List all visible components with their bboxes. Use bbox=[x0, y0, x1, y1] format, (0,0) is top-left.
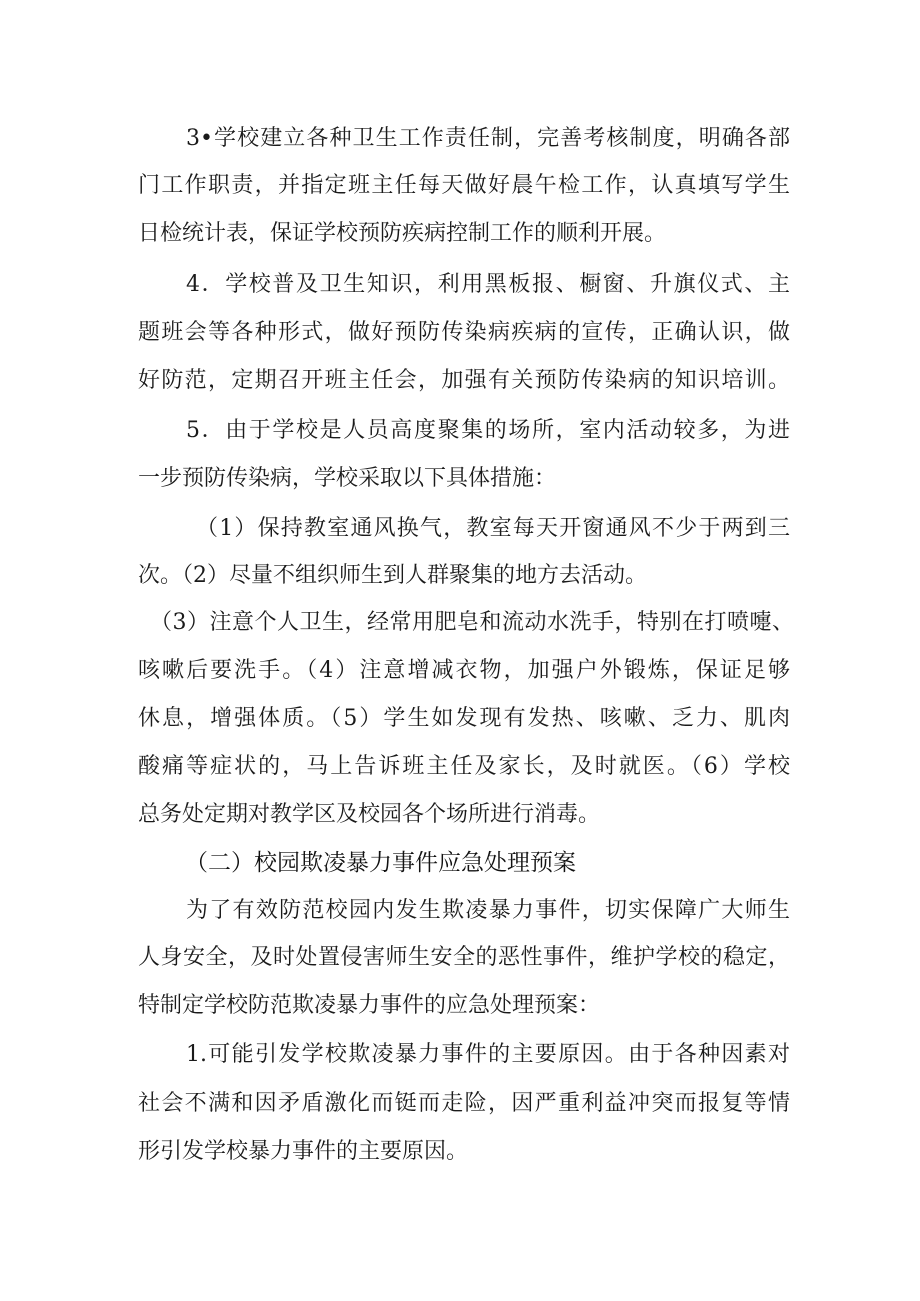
cause-line-2: 社会不满和因矛盾激化而铤而走险，因严重利益冲突而报复等情 bbox=[138, 1091, 790, 1116]
measure-3-4-line-2: 咳嗽后要洗手。（4）注意增减衣物，加强户外锻炼，保证足够 bbox=[138, 658, 790, 683]
cause-line-1: 1.可能引发学校欺凌暴力事件的主要原因。由于各种因素对 bbox=[186, 1042, 790, 1067]
measure-5-6-line-4: 酸痛等症状的，马上告诉班主任及家长，及时就医。（6）学校 bbox=[138, 754, 790, 779]
paragraph-4-line-1: 4．学校普及卫生知识，利用黑板报、橱窗、升旗仪式、主 bbox=[186, 272, 790, 297]
intro-line-3: 特制定学校防范欺凌暴力事件的应急处理预案： bbox=[138, 993, 601, 1018]
section-heading: （二）校园欺凌暴力事件应急处理预案 bbox=[185, 850, 576, 876]
intro-line-1: 为了有效防范校园内发生欺凌暴力事件，切实保障广大师生 bbox=[186, 898, 790, 923]
paragraph-3-line-2: 门工作职责，并指定班主任每天做好晨午检工作，认真填写学生 bbox=[138, 173, 790, 198]
paragraph-5-line-1: 5．由于学校是人员高度聚集的场所，室内活动较多，为进 bbox=[186, 418, 790, 443]
cause-line-3: 形引发学校暴力事件的主要原因。 bbox=[138, 1139, 469, 1164]
measure-1-line-1: （1）保持教室通风换气，教室每天开窗通风不少于两到三 bbox=[196, 516, 790, 541]
measure-1-2-line-2: 次。（2）尽量不组织师生到人群聚集的地方去活动。 bbox=[138, 563, 647, 588]
paragraph-4-line-3: 好防范，定期召开班主任会，加强有关预防传染病的知识培训。 bbox=[138, 368, 790, 393]
measure-4-5-line-3: 休息，增强体质。（5）学生如发现有发热、咳嗽、乏力、肌肉 bbox=[138, 706, 790, 731]
paragraph-5-line-2: 一步预防传染病，学校采取以下具体措施： bbox=[138, 466, 557, 491]
paragraph-4-line-2: 题班会等各种形式，做好预防传染病疾病的宣传，正确认识，做 bbox=[138, 320, 790, 345]
paragraph-3-line-1: 3•学校建立各种卫生工作责任制，完善考核制度，明确各部 bbox=[186, 126, 790, 151]
intro-line-2: 人身安全，及时处置侵害师生安全的恶性事件，维护学校的稳定， bbox=[138, 945, 790, 970]
paragraph-3-line-3: 日检统计表，保证学校预防疾病控制工作的顺利开展。 bbox=[138, 221, 667, 246]
measure-3-line-1: （3）注意个人卫生，经常用肥皂和流动水洗手，特别在打喷嚏、 bbox=[150, 610, 794, 635]
measure-6-line-5: 总务处定期对教学区及校园各个场所进行消毒。 bbox=[138, 802, 601, 827]
